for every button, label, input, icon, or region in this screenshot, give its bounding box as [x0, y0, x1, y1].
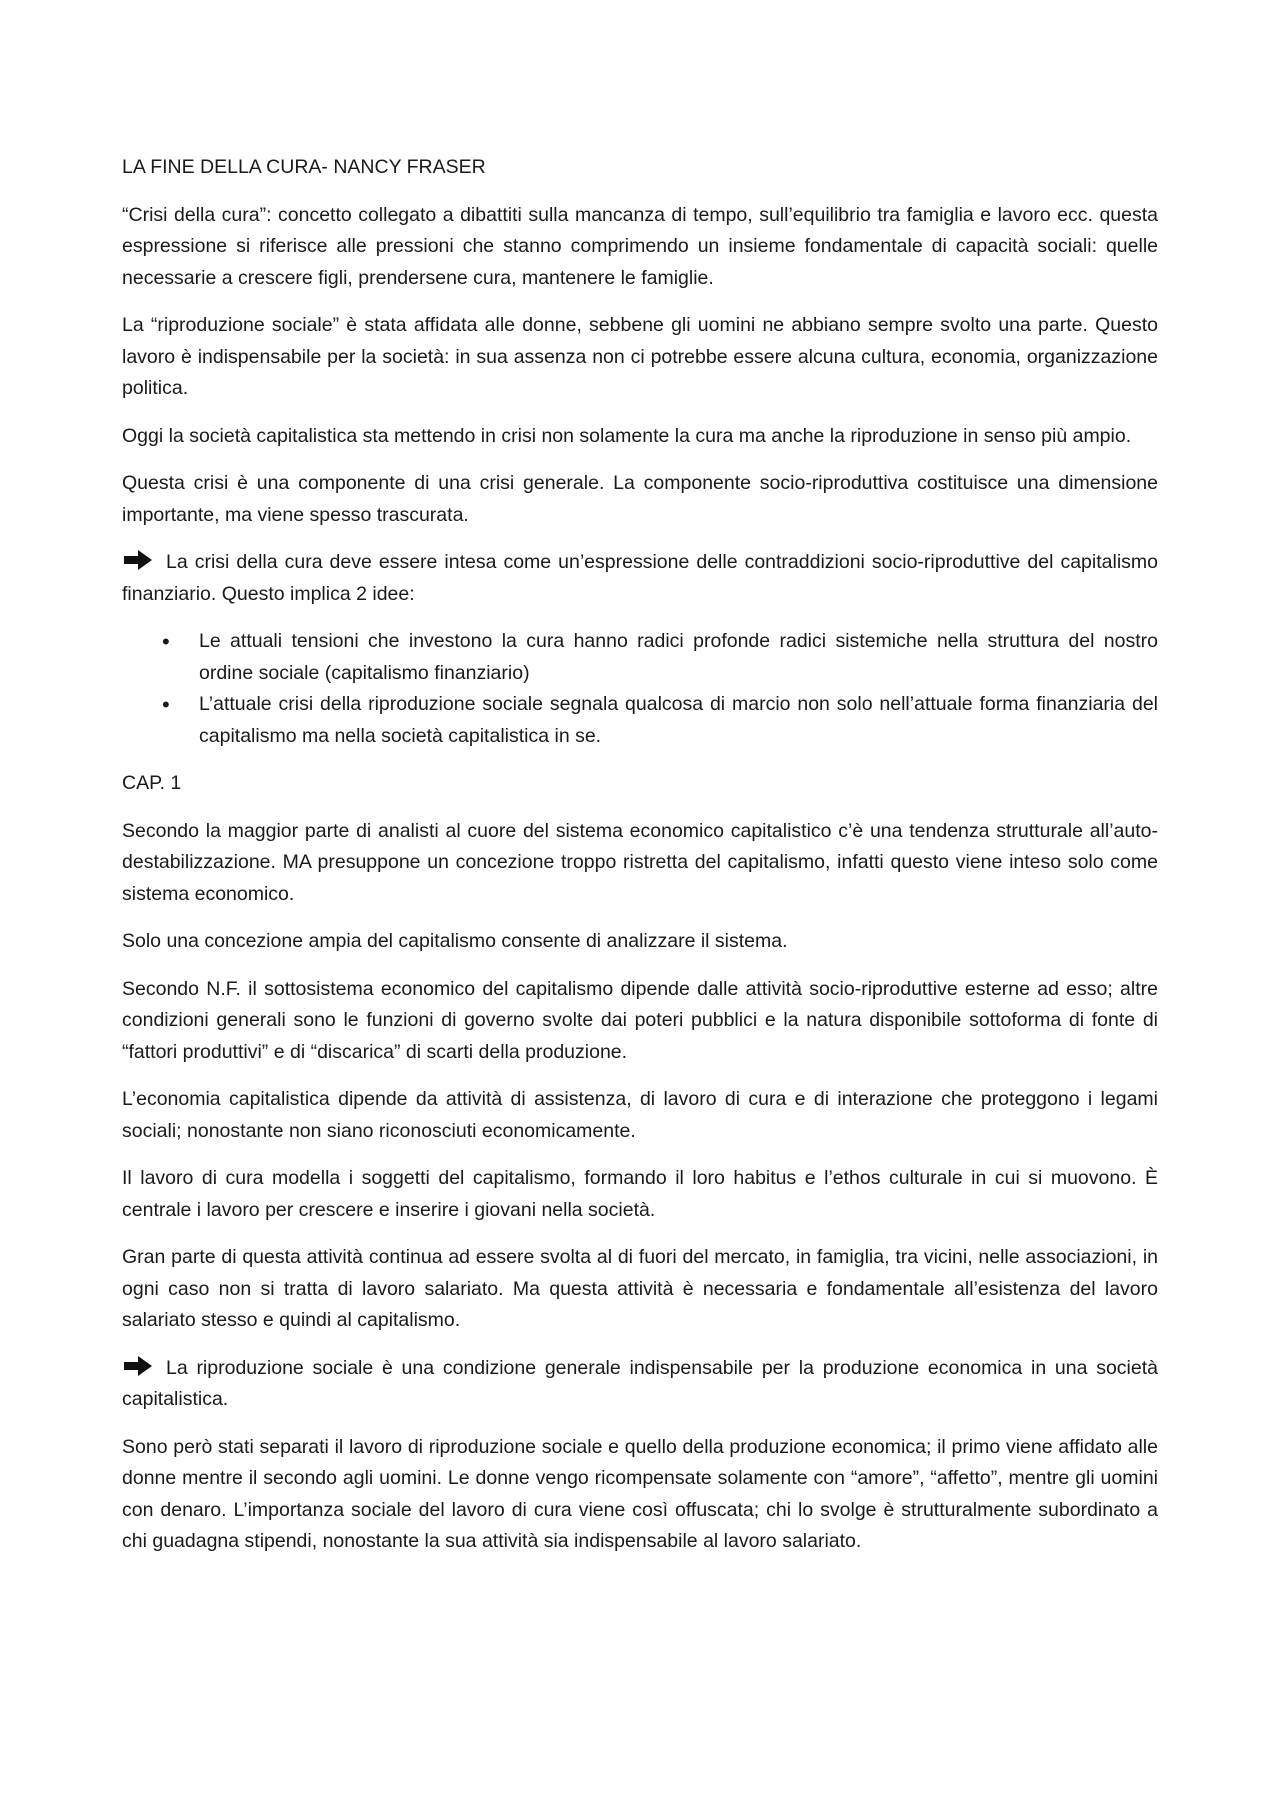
right-arrow-icon — [122, 549, 154, 571]
paragraph-concezione-ampia: Solo una concezione ampia del capitalismo consente di analizzare il sistema. — [122, 930, 788, 952]
document-body — [122, 152, 1158, 1574]
paragraph-crisi-della-cura: “Crisi della cura”: concetto collegato a dibattiti sulla mancanza di tempo, sull’equilibrio tra famiglia e lavoro ecc. questa espressione si riferisce alle pressioni che stanno comprimendo un insieme fondamentale di capacità sociali: quelle necessarie a crescere figli, prendersene cura, mantenere le famiglie. — [122, 203, 1158, 289]
arrow-paragraph-riproduzione-text: La riproduzione sociale è una condizione generale indispensabile per la produzione economica in una società capitalistica. — [122, 1356, 1158, 1410]
paragraph-lavoro-di-cura: Il lavoro di cura modella i soggetti del capitalismo, formando il loro habitus e l’ethos culturale in cui si muovono. È centrale i lavoro per crescere e inserire i giovani nella società. — [122, 1167, 1158, 1221]
paragraph-societa-capitalistica: Oggi la società capitalistica sta mettendo in crisi non solamente la cura ma anche la riproduzione in senso più ampio. — [122, 424, 1132, 447]
paragraph-separazione: Sono però stati separati il lavoro di riproduzione sociale e quello della produzione economica; il primo viene affidato alle donne mentre il secondo agli uomini. Le donne vengo ricompensate solamente con “amore”, “affetto”, mentre gli uomini con denaro. L’importanza sociale del lavoro di cura viene così offuscata; chi lo svolge è strutturalmente subordinato a chi guadagna stipendi, nonostante la sua attività sia indispensabile al lavoro salariato. — [122, 1435, 1158, 1552]
arrow-paragraph-crisi — [122, 547, 1158, 610]
chapter-heading: CAP. 1 — [122, 772, 182, 794]
paragraph-analisti: Secondo la maggior parte di analisti al cuore del sistema economico capitalistico c’è una tendenza strutturale all’auto-destabilizzazione. MA presuppone un concezione troppo ristretta del capitalismo, infatti questo viene inteso solo come sistema economico. — [122, 819, 1158, 905]
paragraph-economia-capitalistica: L’economia capitalistica dipende da attività di assistenza, di lavoro di cura e di interazione che proteggono i legami sociali; nonostante non siano riconosciuti economicamente. — [122, 1088, 1158, 1142]
arrow-paragraph-crisi-text: La crisi della cura deve essere intesa come un’espressione delle contraddizioni socio-riproduttive del capitalismo finanziario. Questo implica 2 idee: — [122, 551, 1158, 605]
document-title: LA FINE DELLA CURA- NANCY FRASER — [122, 156, 486, 178]
arrow-paragraph-riproduzione — [122, 1353, 1158, 1416]
list-item — [122, 626, 1158, 689]
right-arrow-icon — [122, 1355, 154, 1377]
paragraph-crisi-generale: Questa crisi è una componente di una crisi generale. La componente socio-riproduttiva costituisce una dimensione importante, ma viene spesso trascurata. — [122, 472, 1158, 526]
bullet-list — [122, 626, 1158, 752]
bullet-glyph: • — [162, 629, 170, 654]
list-item-text: Le attuali tensioni che investono la cura hanno radici profonde radici sistemiche nella struttura del nostro ordine sociale (capitalismo finanziario) — [199, 630, 1158, 684]
paragraph-riproduzione-sociale: La “riproduzione sociale” è stata affidata alle donne, sebbene gli uomini ne abbiano sempre svolto una parte. Questo lavoro è indispensabile per la società: in sua assenza non ci potrebbe essere alcuna cultura, economia, organizzazione politica. — [122, 314, 1158, 399]
paragraph-fuori-mercato: Gran parte di questa attività continua ad essere svolta al di fuori del mercato, in famiglia, tra vicini, nelle associazioni, in ogni caso non si tratta di lavoro salariato. Ma questa attività è necessaria e fondamentale all’esistenza del lavoro salariato stesso e quindi al capitalismo. — [122, 1246, 1158, 1331]
bullet-glyph: • — [162, 692, 170, 717]
paragraph-sottosistema: Secondo N.F. il sottosistema economico del capitalismo dipende dalle attività socio-riproduttive esterne ad esso; altre condizioni generali sono le funzioni di governo svolte dai poteri pubblici e la natura disponibile sottoforma di fonte di “fattori produttivi” e di “discarica” di scarti della produzione. — [122, 977, 1158, 1063]
list-item — [122, 689, 1158, 752]
list-item-text: L’attuale crisi della riproduzione sociale segnala qualcosa di marcio non solo nell’attuale forma finanziaria del capitalismo ma nella società capitalistica in se. — [199, 693, 1158, 747]
